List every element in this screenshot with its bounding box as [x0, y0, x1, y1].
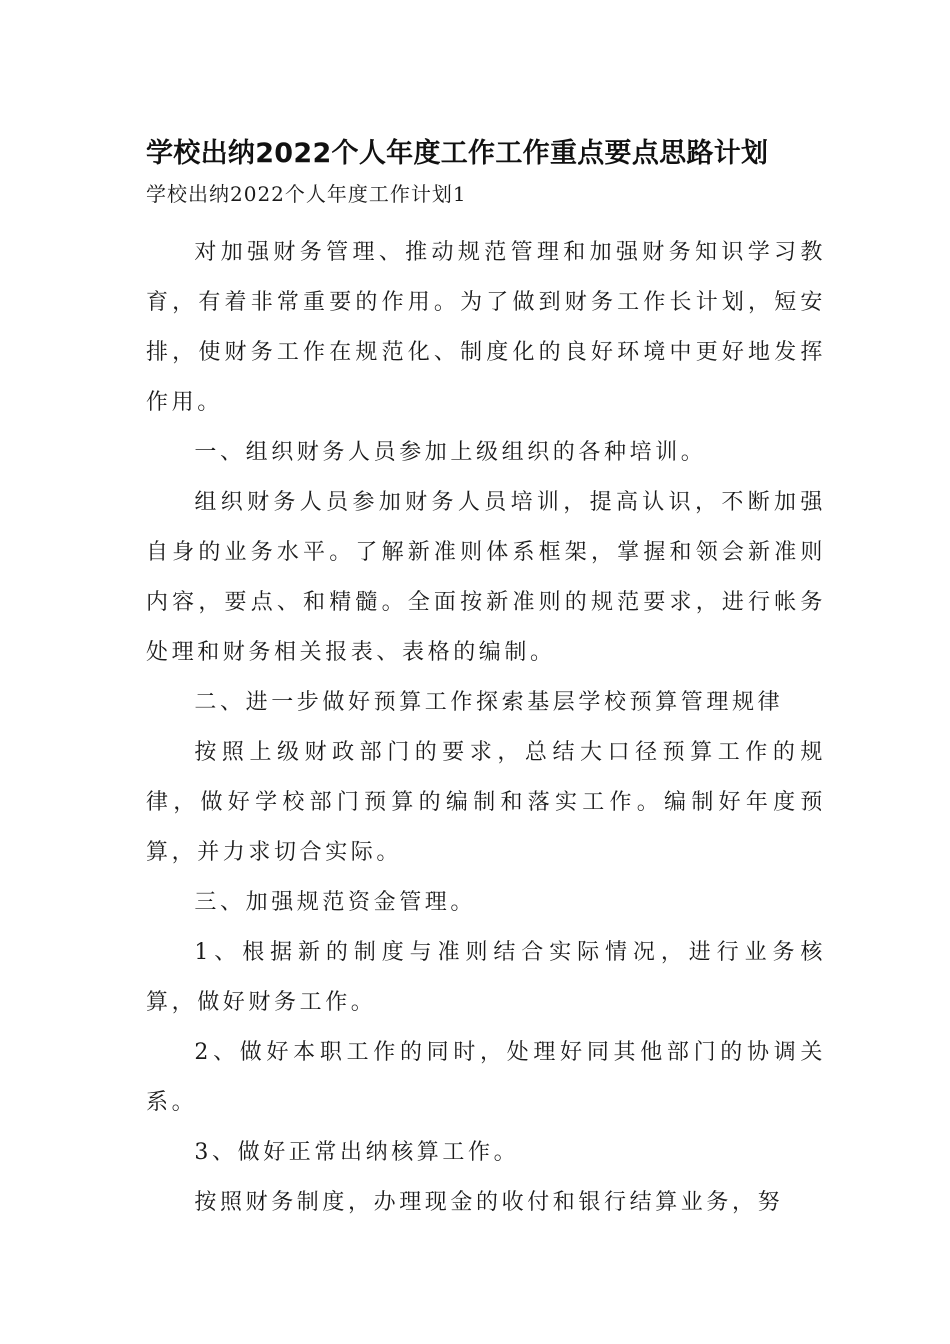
paragraph-budget: 按照上级财政部门的要求，总结大口径预算工作的规律，做好学校部门预算的编制和落实工作。编制好年度预算，并力求切合实际。	[146, 740, 826, 865]
document-subtitle: 学校出纳2022个人年度工作计划1	[146, 182, 467, 206]
list-item-1: 1、根据新的制度与准则结合实际情况，进行业务核算，做好财务工作。	[146, 940, 826, 1015]
section-heading-1: 一、组织财务人员参加上级组织的各种培训。	[194, 440, 707, 465]
document-page	[146, 136, 826, 1228]
paragraph-intro: 对加强财务管理、推动规范管理和加强财务知识学习教育，有着非常重要的作用。为了做到财务工作长计划，短安排，使财务工作在规范化、制度化的良好环境中更好地发挥作用。	[146, 240, 826, 415]
section-heading-3: 三、加强规范资金管理。	[194, 890, 476, 915]
list-item-3: 3、做好正常出纳核算工作。	[194, 1140, 520, 1165]
list-item-2: 2、做好本职工作的同时，处理好同其他部门的协调关系。	[146, 1040, 826, 1115]
paragraph-cash: 按照财务制度，办理现金的收付和银行结算业务，努	[194, 1190, 784, 1215]
document-title: 学校出纳2022个人年度工作工作重点要点思路计划	[146, 138, 769, 169]
paragraph-training: 组织财务人员参加财务人员培训，提高认识，不断加强自身的业务水平。了解新准则体系框架，掌握和领会新准则内容，要点、和精髓。全面按新准则的规范要求，进行帐务处理和财务相关报表、表格的编制。	[146, 490, 826, 665]
section-heading-2: 二、进一步做好预算工作探索基层学校预算管理规律	[194, 690, 784, 715]
